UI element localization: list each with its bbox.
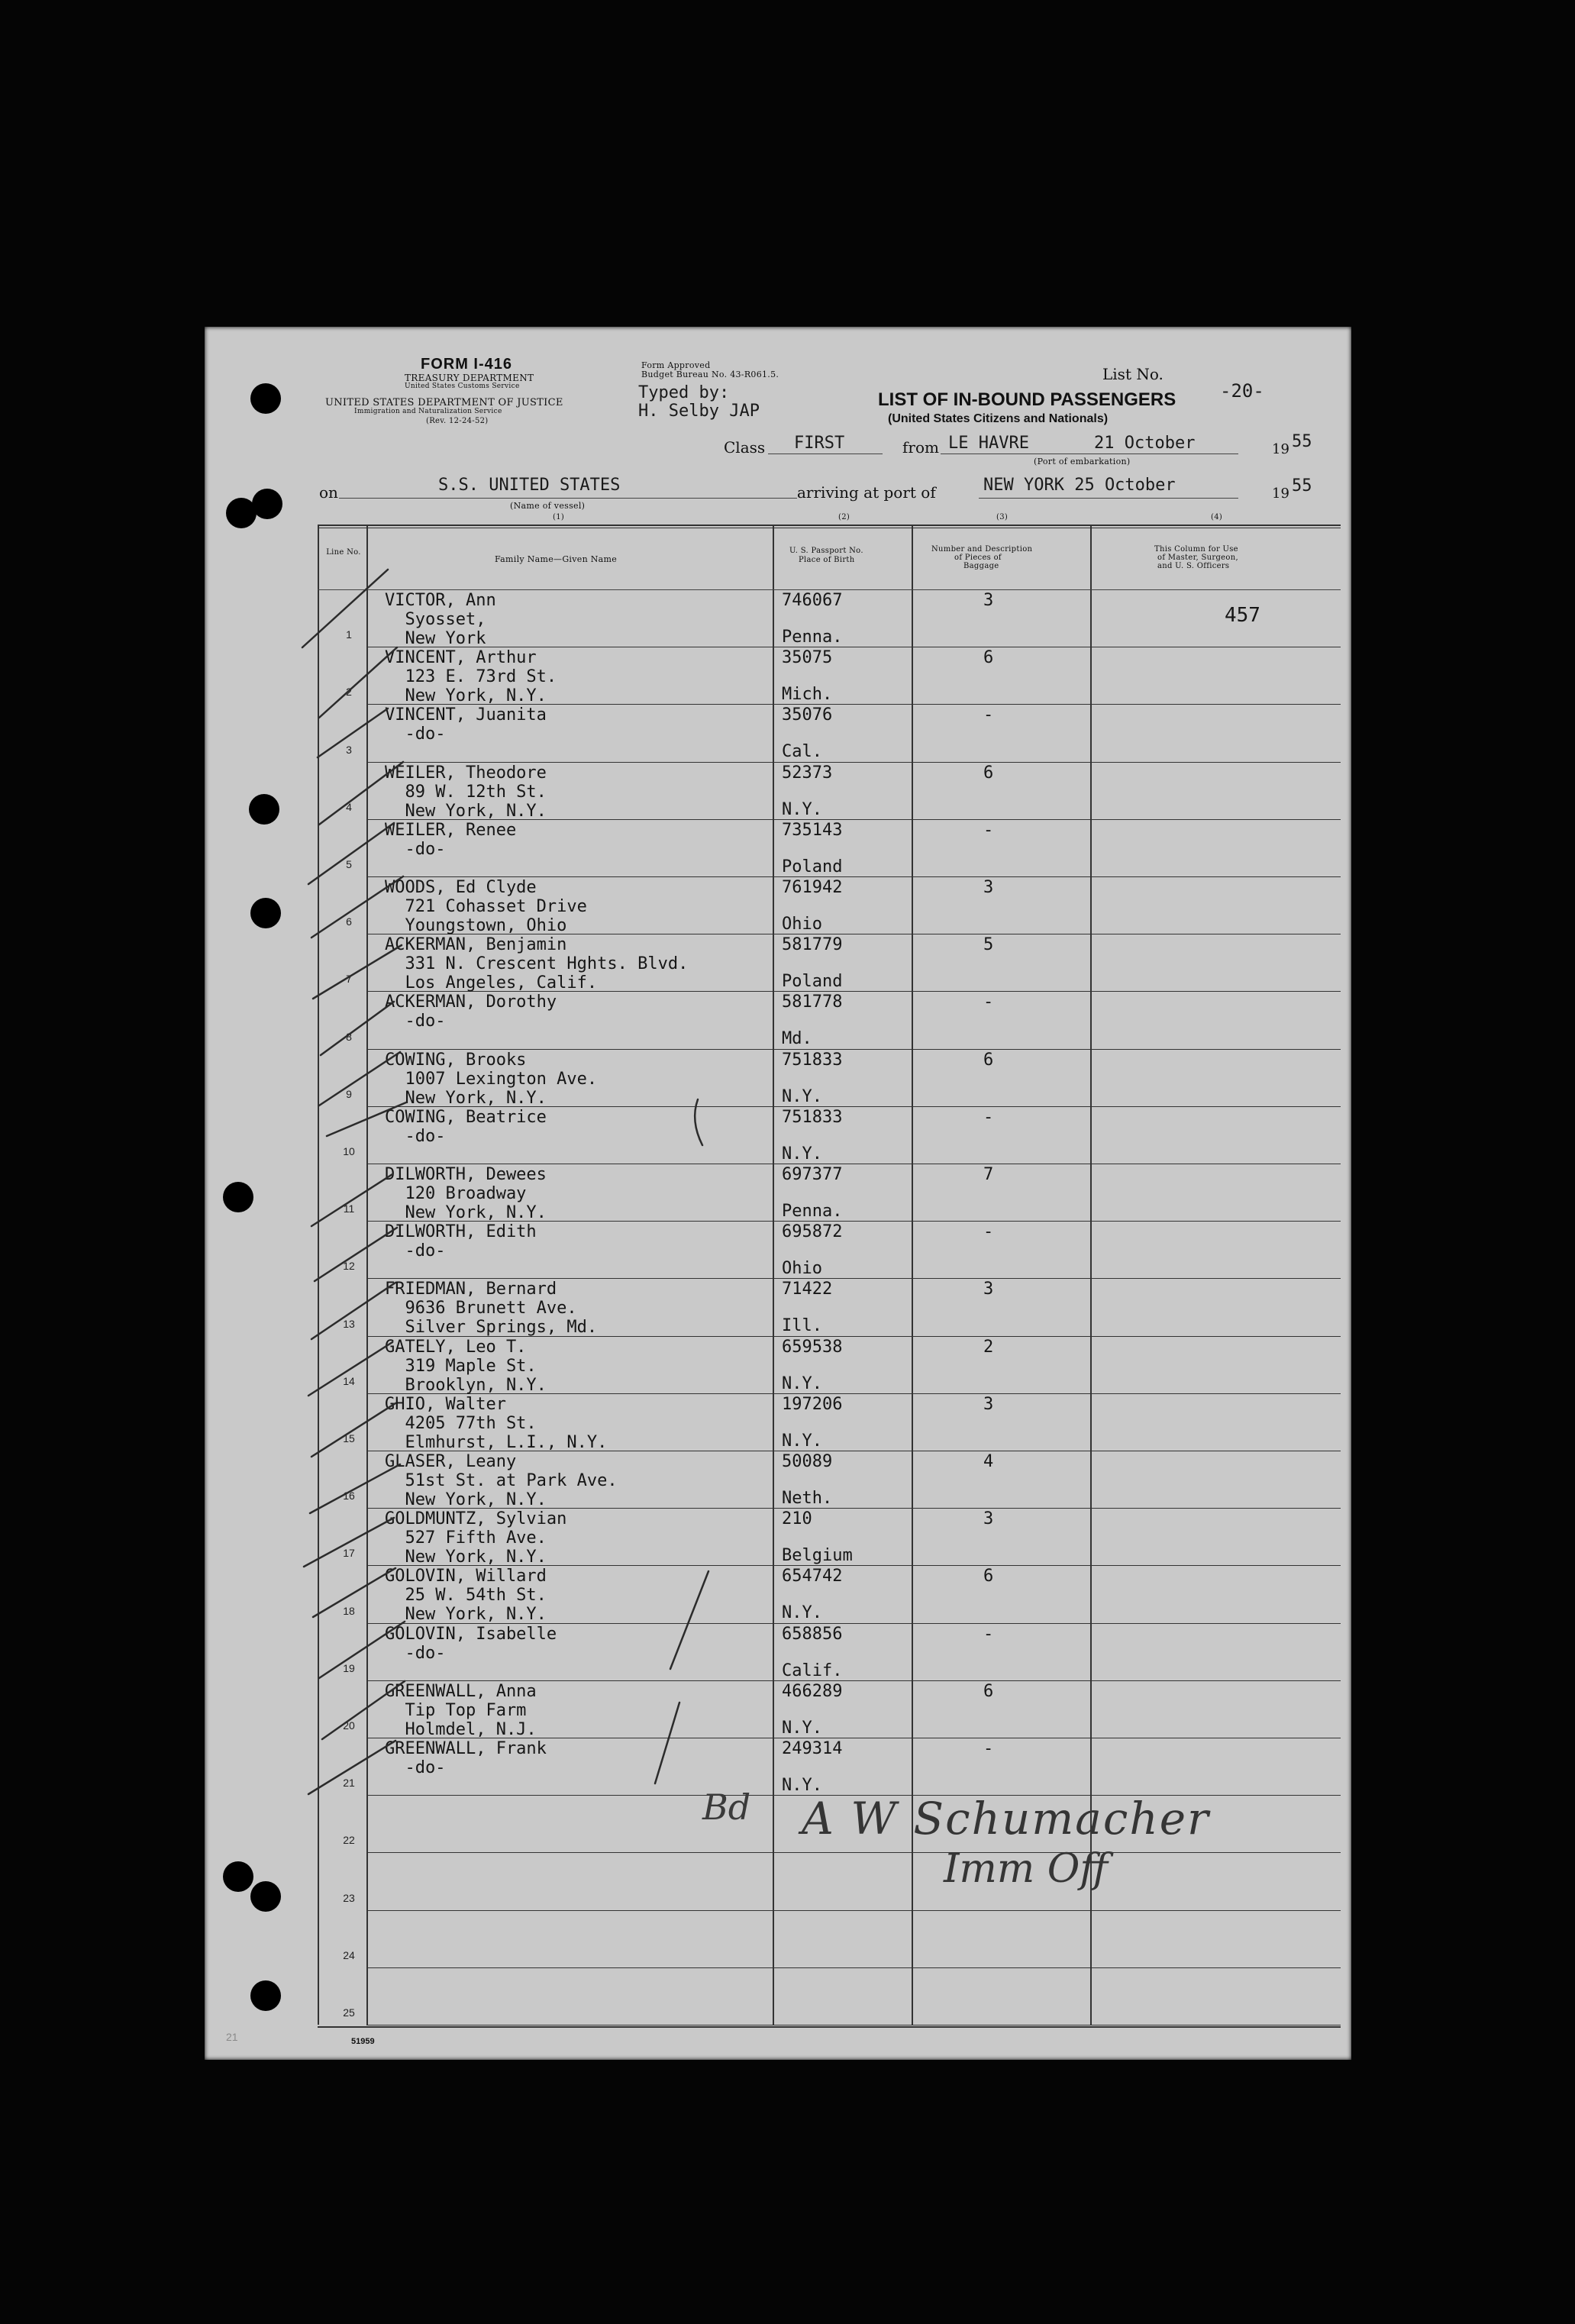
passenger-name-line: 319 Maple St. xyxy=(385,1357,537,1376)
col-head-passport-1: U. S. Passport No. xyxy=(789,547,863,555)
baggage-count: 3 xyxy=(983,1280,994,1299)
passport-number: 466289 xyxy=(782,1682,843,1701)
baggage-count: 6 xyxy=(983,1682,994,1701)
passenger-name-line: VICTOR, Ann xyxy=(385,591,496,610)
passport-number: 35075 xyxy=(782,648,833,667)
col-num-3: (3) xyxy=(996,513,1009,521)
on-label: on xyxy=(319,483,338,502)
passenger-name-line: Brooklyn, N.Y. xyxy=(385,1376,547,1395)
signature-name: A W Schumacher xyxy=(802,1793,1210,1845)
col-num-4: (4) xyxy=(1211,513,1223,521)
place-of-birth: Cal. xyxy=(782,742,822,761)
col-head-baggage-3: Baggage xyxy=(963,562,999,570)
typed-by-label: Typed by: xyxy=(638,383,730,402)
passenger-name-line: 25 W. 54th St. xyxy=(385,1586,547,1605)
col-head-officers-3: and U. S. Officers xyxy=(1157,562,1230,570)
form-approved: Form Approved xyxy=(641,360,711,370)
place-of-birth: Poland xyxy=(782,972,843,991)
col-head-baggage-2: of Pieces of xyxy=(954,554,1002,562)
passenger-name-line: New York, N.Y. xyxy=(385,686,547,705)
passport-number: 658856 xyxy=(782,1625,843,1644)
passenger-name-line: GHIO, Walter xyxy=(385,1395,506,1414)
baggage-count: - xyxy=(983,1108,994,1127)
typed-by-value: H. Selby JAP xyxy=(638,402,760,421)
passport-number: 71422 xyxy=(782,1280,833,1299)
place-of-birth: Neth. xyxy=(782,1489,833,1508)
passenger-name-line: 51st St. at Park Ave. xyxy=(385,1471,618,1490)
passenger-name-line: WEILER, Theodore xyxy=(385,763,547,783)
place-of-birth: Ohio xyxy=(782,915,822,934)
passenger-name-line: -do- xyxy=(385,1758,446,1777)
line-number: 3 xyxy=(346,744,352,756)
line-number: 19 xyxy=(343,1662,355,1674)
vessel-caption: (Name of vessel) xyxy=(510,501,586,511)
place-of-birth: N.Y. xyxy=(782,1719,822,1738)
baggage-count: 3 xyxy=(983,1395,994,1414)
col-head-officers-2: of Master, Surgeon, xyxy=(1157,554,1238,562)
passenger-name-line: 331 N. Crescent Hghts. Blvd. xyxy=(385,954,689,973)
customs-service: United States Customs Service xyxy=(405,382,520,390)
line-number: 21 xyxy=(343,1777,355,1789)
line-number: 6 xyxy=(346,915,352,928)
line-number: 10 xyxy=(343,1145,355,1157)
place-of-birth: N.Y. xyxy=(782,1776,822,1795)
passenger-name-line: -do- xyxy=(385,725,446,744)
passenger-name-line: Syosset, xyxy=(385,610,486,629)
baggage-count: 6 xyxy=(983,1051,994,1070)
baggage-count: 2 xyxy=(983,1338,994,1357)
passenger-name-line: -do- xyxy=(385,840,446,859)
place-of-birth: Ohio xyxy=(782,1259,822,1278)
binder-hole xyxy=(252,489,282,519)
justice-dept: UNITED STATES DEPARTMENT OF JUSTICE xyxy=(325,397,563,408)
passenger-name-line: 123 E. 73rd St. xyxy=(385,667,557,686)
passenger-name-line: Elmhurst, L.I., N.Y. xyxy=(385,1433,608,1452)
arriving-label: arriving at port of xyxy=(797,483,936,502)
line-number: 1 xyxy=(346,628,352,641)
passenger-name-line: New York, N.Y. xyxy=(385,1089,547,1108)
col-head-officers-1: This Column for Use xyxy=(1154,545,1238,554)
revision-date: (Rev. 12-24-52) xyxy=(426,417,489,425)
line-number: 18 xyxy=(343,1605,355,1617)
binder-hole xyxy=(250,1980,281,2011)
baggage-count: - xyxy=(983,1625,994,1644)
baggage-count: - xyxy=(983,993,994,1012)
baggage-count: 7 xyxy=(983,1165,994,1184)
baggage-count: 6 xyxy=(983,763,994,783)
passenger-name-line: New York, N.Y. xyxy=(385,1490,547,1509)
line-number: 16 xyxy=(343,1490,355,1502)
form-subtitle: (United States Citizens and Nationals) xyxy=(888,412,1109,425)
passport-number: 746067 xyxy=(782,591,843,610)
manifest-page xyxy=(205,327,1351,2060)
passport-number: 249314 xyxy=(782,1739,843,1758)
year-prefix-2: 19 xyxy=(1272,486,1289,502)
passenger-name-line: -do- xyxy=(385,1012,446,1031)
baggage-count: 3 xyxy=(983,1509,994,1528)
col-head-name: Family Name—Given Name xyxy=(495,554,618,564)
col-head-passport-2: Place of Birth xyxy=(799,556,855,564)
col-num-1: (1) xyxy=(553,513,565,521)
place-of-birth: Poland xyxy=(782,857,843,876)
passport-number: 581778 xyxy=(782,993,843,1012)
from-date: 21 October xyxy=(1094,434,1196,453)
baggage-count: - xyxy=(983,821,994,840)
passenger-name-line: GREENWALL, Frank xyxy=(385,1739,547,1758)
col-head-line-no: Line No. xyxy=(326,548,361,557)
passport-number: 751833 xyxy=(782,1051,843,1070)
form-title: FORM I-416 xyxy=(421,356,513,373)
baggage-count: - xyxy=(983,705,994,725)
baggage-count: 6 xyxy=(983,648,994,667)
passenger-name-line: COWING, Brooks xyxy=(385,1051,527,1070)
line-number: 22 xyxy=(343,1834,355,1846)
line-number: 2 xyxy=(346,686,352,698)
line-number: 12 xyxy=(343,1260,355,1272)
arrival-port-date: NEW YORK 25 October xyxy=(983,476,1176,495)
passenger-name-line: 4205 77th St. xyxy=(385,1414,537,1433)
passenger-name-line: COWING, Beatrice xyxy=(385,1108,547,1127)
baggage-count: 3 xyxy=(983,591,994,610)
place-of-birth: Penna. xyxy=(782,628,843,647)
baggage-count: 4 xyxy=(983,1452,994,1471)
passport-number: 581779 xyxy=(782,935,843,954)
form-main-title: LIST OF IN-BOUND PASSENGERS xyxy=(878,389,1176,410)
binder-hole xyxy=(250,898,281,928)
binder-hole xyxy=(250,1881,281,1912)
officer-note: 457 xyxy=(1225,604,1260,627)
passenger-name-line: ACKERMAN, Dorothy xyxy=(385,993,557,1012)
from-label: from xyxy=(902,438,939,457)
passenger-name-line: GOLOVIN, Isabelle xyxy=(385,1625,557,1644)
from-port: LE HAVRE xyxy=(948,434,1029,453)
col-head-baggage-1: Number and Description xyxy=(931,545,1033,554)
signature-initials: Bd xyxy=(702,1787,751,1828)
passenger-name-line: 120 Broadway xyxy=(385,1184,527,1203)
passenger-name-line: Silver Springs, Md. xyxy=(385,1318,598,1337)
passenger-name-line: Holmdel, N.J. xyxy=(385,1720,537,1739)
baggage-count: 5 xyxy=(983,935,994,954)
passport-number: 695872 xyxy=(782,1222,843,1241)
binder-hole xyxy=(223,1182,253,1212)
col-num-2: (2) xyxy=(838,513,850,521)
passport-number: 697377 xyxy=(782,1165,843,1184)
margin-mark: 21 xyxy=(226,2031,238,2043)
check-marks xyxy=(205,327,1351,2060)
passenger-name-line: Los Angeles, Calif. xyxy=(385,973,598,993)
place-of-birth: N.Y. xyxy=(782,1374,822,1393)
passenger-name-line: GLASER, Leany xyxy=(385,1452,517,1471)
passport-number: 52373 xyxy=(782,763,833,783)
signature-title: Imm Off xyxy=(944,1846,1109,1892)
passenger-name-line: FRIEDMAN, Bernard xyxy=(385,1280,557,1299)
passport-number: 210 xyxy=(782,1509,812,1528)
year-prefix-1: 19 xyxy=(1272,441,1289,457)
passport-number: 197206 xyxy=(782,1395,843,1414)
line-number: 7 xyxy=(346,973,352,985)
line-number: 5 xyxy=(346,858,352,870)
passenger-name-line: WOODS, Ed Clyde xyxy=(385,878,537,897)
place-of-birth: Ill. xyxy=(782,1316,822,1335)
place-of-birth: Md. xyxy=(782,1029,812,1048)
class-value: FIRST xyxy=(794,434,845,453)
passenger-name-line: ACKERMAN, Benjamin xyxy=(385,935,567,954)
binder-hole xyxy=(249,794,279,825)
passport-number: 654742 xyxy=(782,1567,843,1586)
baggage-count: - xyxy=(983,1222,994,1241)
line-number: 13 xyxy=(343,1318,355,1330)
line-number: 8 xyxy=(346,1031,352,1043)
passenger-name-line: New York, N.Y. xyxy=(385,802,547,821)
passport-number: 659538 xyxy=(782,1338,843,1357)
place-of-birth: N.Y. xyxy=(782,1087,822,1106)
vessel-name: S.S. UNITED STATES xyxy=(438,476,621,495)
line-number: 20 xyxy=(343,1719,355,1732)
place-of-birth: N.Y. xyxy=(782,1603,822,1622)
immigration-service: Immigration and Naturalization Service xyxy=(354,408,502,415)
passenger-name-line: -do- xyxy=(385,1127,446,1146)
form-code: 51959 xyxy=(351,2037,375,2046)
passport-number: 761942 xyxy=(782,878,843,897)
passenger-name-line: 9636 Brunett Ave. xyxy=(385,1299,577,1318)
passenger-name-line: Youngstown, Ohio xyxy=(385,916,567,935)
place-of-birth: Penna. xyxy=(782,1202,843,1221)
passenger-name-line: New York, N.Y. xyxy=(385,1548,547,1567)
passenger-name-line: GOLOVIN, Willard xyxy=(385,1567,547,1586)
year-2: 55 xyxy=(1292,476,1312,495)
binder-hole xyxy=(250,383,281,414)
line-number: 9 xyxy=(346,1088,352,1100)
budget-bureau: Budget Bureau No. 43-R061.5. xyxy=(641,370,779,379)
line-number: 14 xyxy=(343,1375,355,1387)
baggage-count: 3 xyxy=(983,878,994,897)
line-number: 15 xyxy=(343,1432,355,1444)
passenger-name-line: 721 Cohasset Drive xyxy=(385,897,587,916)
place-of-birth: Calif. xyxy=(782,1661,843,1680)
passenger-name-line: Tip Top Farm xyxy=(385,1701,527,1720)
place-of-birth: N.Y. xyxy=(782,1144,822,1164)
passenger-name-line: 1007 Lexington Ave. xyxy=(385,1070,598,1089)
line-number: 23 xyxy=(343,1892,355,1904)
passenger-name-line: -do- xyxy=(385,1241,446,1260)
place-of-birth: Belgium xyxy=(782,1546,853,1565)
baggage-count: 6 xyxy=(983,1567,994,1586)
passport-number: 751833 xyxy=(782,1108,843,1127)
line-number: 4 xyxy=(346,801,352,813)
passenger-name-line: 527 Fifth Ave. xyxy=(385,1528,547,1548)
place-of-birth: N.Y. xyxy=(782,1432,822,1451)
port-embark-caption: (Port of embarkation) xyxy=(1034,457,1131,466)
passenger-name-line: VINCENT, Juanita xyxy=(385,705,547,725)
passenger-name-line: New York xyxy=(385,629,486,648)
list-no-label: List No. xyxy=(1102,365,1163,383)
treasury-dept: TREASURY DEPARTMENT xyxy=(405,373,534,383)
passenger-name-line: WEILER, Renee xyxy=(385,821,517,840)
passenger-name-line: DILWORTH, Dewees xyxy=(385,1165,547,1184)
class-label: Class xyxy=(724,438,766,457)
passenger-name-line: DILWORTH, Edith xyxy=(385,1222,537,1241)
line-number: 25 xyxy=(343,2006,355,2019)
binder-hole xyxy=(223,1861,253,1892)
place-of-birth: Mich. xyxy=(782,685,833,704)
passenger-name-line: GOLDMUNTZ, Sylvian xyxy=(385,1509,567,1528)
place-of-birth: N.Y. xyxy=(782,800,822,819)
line-number: 11 xyxy=(343,1202,355,1215)
passenger-name-line: GREENWALL, Anna xyxy=(385,1682,537,1701)
passenger-name-line: New York, N.Y. xyxy=(385,1203,547,1222)
passport-number: 50089 xyxy=(782,1452,833,1471)
passenger-name-line: -do- xyxy=(385,1644,446,1663)
passenger-name-line: VINCENT, Arthur xyxy=(385,648,537,667)
passenger-name-line: New York, N.Y. xyxy=(385,1605,547,1624)
line-number: 24 xyxy=(343,1949,355,1961)
list-no-value: -20- xyxy=(1220,380,1264,402)
passenger-name-line: 89 W. 12th St. xyxy=(385,783,547,802)
year-1: 55 xyxy=(1292,432,1312,451)
baggage-count: - xyxy=(983,1739,994,1758)
passport-number: 35076 xyxy=(782,705,833,725)
passport-number: 735143 xyxy=(782,821,843,840)
line-number: 17 xyxy=(343,1547,355,1559)
passenger-name-line: GATELY, Leo T. xyxy=(385,1338,527,1357)
